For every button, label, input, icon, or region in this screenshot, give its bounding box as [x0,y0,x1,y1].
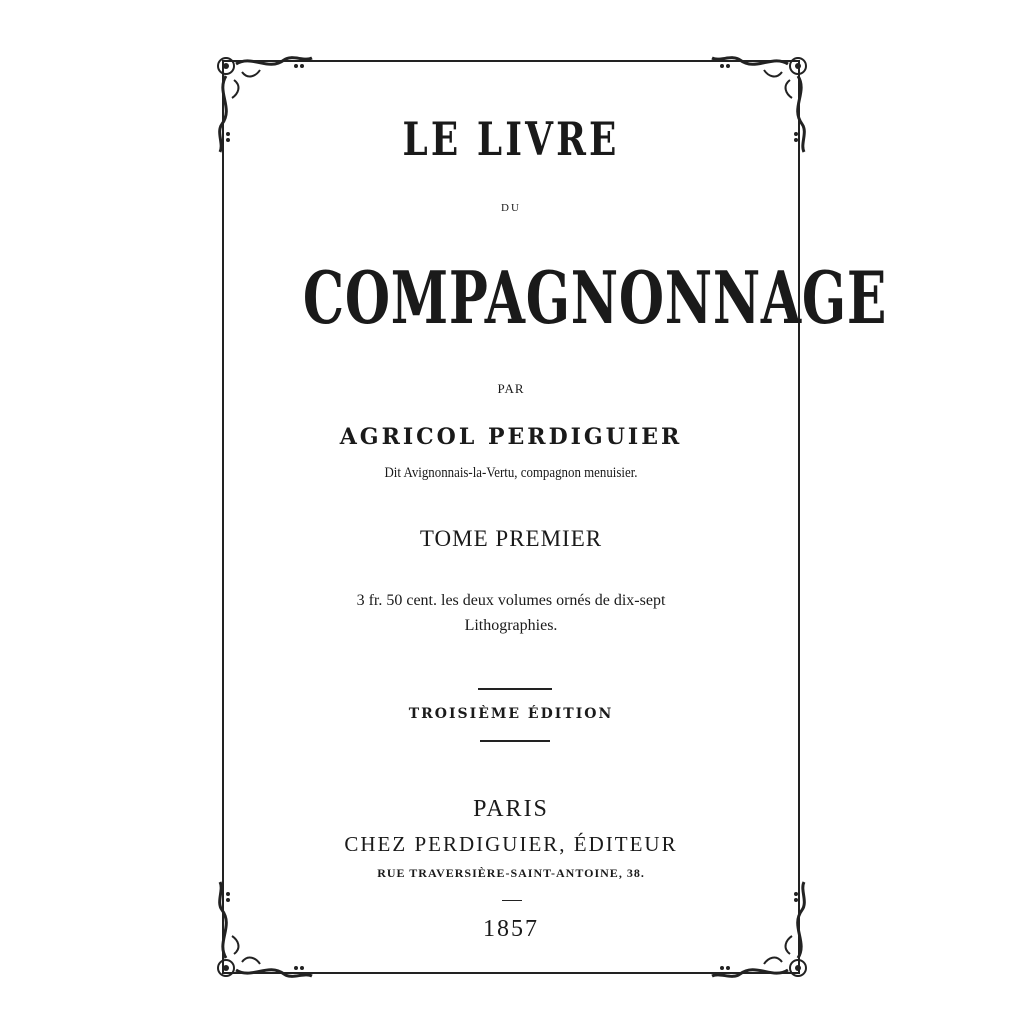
title-main: COMPAGNONNAGE [302,255,888,340]
imprint-address: RUE TRAVERSIÈRE-SAINT-ANTOINE, 38. [377,866,645,880]
price-line-2: Lithographies. [464,617,558,634]
price-line-1: 3 fr. 50 cent. les deux volumes ornés de dix-sept [356,592,666,609]
title-line-1: LE LIVRE [402,112,620,166]
imprint-publisher: CHEZ PERDIGUIER, ÉDITEUR [344,832,678,856]
title-du: DU [501,202,521,214]
imprint-year: 1857 [483,916,539,942]
divider [478,688,552,690]
divider [502,900,522,901]
divider [480,740,550,742]
byline-par: PAR [497,381,525,396]
volume-label: TOME PREMIER [419,526,603,551]
author-epithet: Dit Avignonnais-la-Vertu, compagnon menuisier. [384,465,638,481]
author-name: AGRICOL PERDIGUIER [339,424,683,450]
imprint-city: PARIS [473,796,549,822]
edition-label: TROISIÈME ÉDITION [408,706,614,722]
